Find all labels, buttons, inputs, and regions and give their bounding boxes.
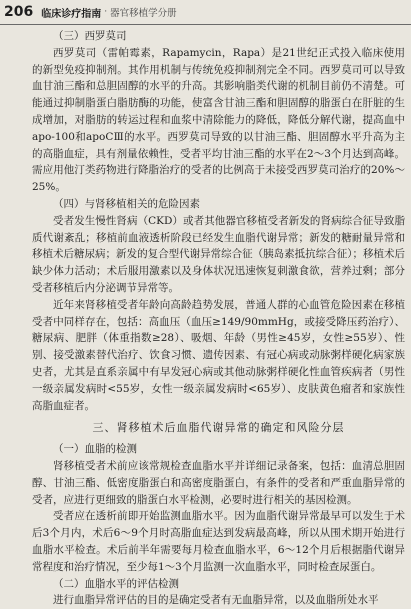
header-separator: ·	[104, 7, 108, 17]
paragraph-lipid-evaluation: 进行血脂异常评估的目的是确定受者有无血脂异常，以及血脂所处水平	[53, 594, 379, 607]
running-header	[0, 0, 411, 25]
paragraph-risk-1: 受者发生慢性肾病（CKD）或者其他器官移植受者新发的肾病综合征导致脂质代谢紊乱；移植前血液透析阶段已经发生血脂代谢异常；新发的糖耐量异常和移植术后糖尿病；新发的复合型代谢异常综合征（胰岛素抵抗综合征）；移植术后缺少体力活动；术后服用激素以及身体状况迅速恢复刺激食欲，营养过剩；部分受者移植后内分泌调节异常等。	[32, 214, 405, 294]
page-body	[32, 28, 405, 609]
series-title: 器官移植学分册	[110, 8, 177, 19]
paragraph-lipid-testing-1: 肾移植受者术前应该常规检查血脂水平并详细记录备案，包括：血清总胆固醇、甘油三酯、低密度脂蛋白和高密度脂蛋白，有条件的受者和严重血脂异常的受者，应进行更细致的脂蛋白水平检测，必要时进行相关的基因检测。	[32, 459, 405, 506]
section-heading-lipid-testing: （一）血脂的检测	[53, 443, 137, 456]
section-heading-lipid-evaluation: （二）血脂水平的评估检测	[53, 577, 179, 590]
page-number: 206	[4, 4, 34, 20]
paragraph-rapamycin: 西罗莫司（雷帕霉素，Rapamycin，Rapa）是21世纪正式投入临床使用的新型免疫抑制剂。其作用机制与传统免疫抑制剂完全不同。西罗莫司可以导致血甘油三酯和总胆固醇的水平的升高。其影响脂类代谢的机制目前仍不清楚。可能通过抑制脂蛋白脂肪酶的功能，使富含甘油三酯和胆固醇的脂蛋白在肝脏的生成增加，对脂肪的转运过程和血浆中清除能力的降低，降低分解代谢，提高血中apo-100和apoCⅢ的水平。西罗莫司导致的以甘油三酯、胆固醇水平升高为主的高脂血症，具有剂量依赖性，受者平均甘油三酯的水平在2～3个月达到高峰。需应用他汀类药物进行降脂治疗的受者的比例高于未接受西罗莫司治疗的20%～25%。	[32, 46, 405, 194]
chapter-heading: 三、肾移植术后血脂代谢异常的确定和风险分层	[92, 421, 345, 435]
paragraph-lipid-testing-2: 受者应在透析前即开始监测血脂水平。因为血脂代谢异常最早可以发生于术后3个月内，术后6～9个月时高脂血症达到发病最高峰，所以从围术期开始进行血脂水平检查。术后前半年需要每月检查血脂水平，6～12个月后根据脂代谢异常程度和治疗情况，至少每1～3个月监测一次血脂水平，同时检查尿蛋白。	[32, 510, 405, 573]
paragraph-risk-2: 近年来肾移植受者年龄向高龄趋势发展，普通人群的心血管危险因素在移植受者中同样存在，包括：高血压（血压≥149/90mmHg，或接受降压药治疗）、糖尿病、肥胖（体重指数≥28）、吸烟、年龄（男性≥45岁，女性≥55岁）、性别、接受激素替代治疗、饮食习惯、遗传因素、有冠心病或动脉粥样硬化病家族史者，尤其是直系亲属中有早发冠心病或其他动脉粥样硬化性血管疾病者（男性一级亲属发病时<55岁，女性一级亲属发病时<65岁）、皮肤黄色瘤者和家族性高脂血症者。	[32, 298, 405, 412]
section-heading-rapamycin: （三）西罗莫司	[53, 30, 127, 42]
book-title: 临床诊疗指南	[41, 8, 102, 20]
section-heading-risk-factors: （四）与肾移植相关的危险因素	[53, 197, 200, 210]
